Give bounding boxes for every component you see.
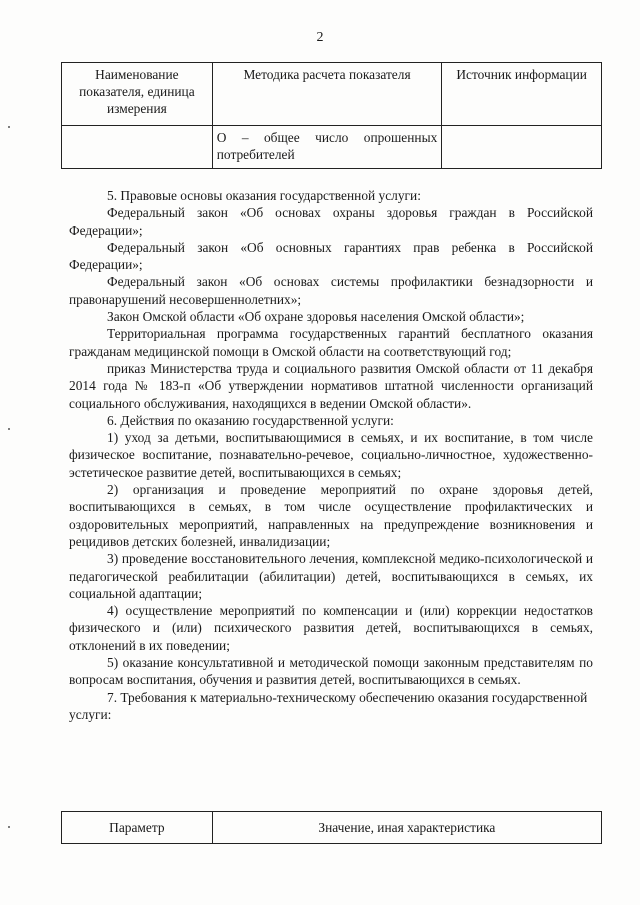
- header-info-source: Источник информации: [442, 63, 602, 126]
- scan-mark: [8, 428, 10, 430]
- paragraph: приказ Министерства труда и социального развития Омской области от 11 декабря 2014 года № 183-п «Об утверждении нормативов штатной численности организаций социального обслуживания, находящихся в ведении Омской области».: [69, 360, 593, 411]
- paragraph: Федеральный закон «Об основах системы профилактики безнадзорности и правонарушений несовершеннолетних»;: [69, 274, 593, 307]
- paragraph: Закон Омской области «Об охране здоровья населения Омской области»;: [107, 309, 525, 325]
- indicator-table: [61, 62, 602, 169]
- paragraph: 5) оказание консультативной и методической помощи законным представителям по вопросам воспитания, обучения и развития детей, воспитывающихся в семьях.: [69, 655, 593, 688]
- paragraph: 2) организация и проведение мероприятий по охране здоровья детей, воспитывающихся в семьях, в том числе осуществление профилактических и оздоровительных мероприятий, направленных на предупреждение возникновения и рецидивов детских болезней, инвалидизации;: [69, 482, 593, 549]
- paragraph: 1) уход за детьми, воспитывающимися в семьях, и их воспитание, в том числе физическое воспитание, познавательно-речевое, социально-личностное, художественно-эстетическое развитие детей, воспитывающихся в семьях;: [69, 430, 593, 480]
- requirements-table: [61, 811, 602, 844]
- header-calculation-method: Методика расчета показателя: [212, 63, 442, 126]
- paragraph: Территориальная программа государственных гарантий бесплатного оказания гражданам медицинской помощи в Омской области на соответствующий год;: [69, 326, 593, 359]
- document-body: [69, 187, 593, 723]
- table-header-row: [62, 63, 602, 126]
- paragraph-requirements-heading: 7. Требования к материально-техническому обеспечению оказания государственной услуги:: [69, 689, 588, 722]
- table-row: [62, 126, 602, 169]
- header-indicator-name: Наименование показателя, единица измерения: [62, 63, 213, 126]
- paragraph-legal-basis-heading: 5. Правовые основы оказания государственной услуги:: [107, 188, 421, 203]
- header-value: Значение, иная характеристика: [212, 812, 601, 844]
- paragraph: Федеральный закон «Об основах охраны здоровья граждан в Российской Федерации»;: [69, 205, 593, 238]
- table-cell: [442, 126, 602, 169]
- page-number: 2: [316, 30, 324, 45]
- paragraph: Федеральный закон «Об основных гарантиях прав ребенка в Российской Федерации»;: [69, 239, 593, 273]
- cell-text: О – общее число опрошенных потребителей: [216, 130, 438, 162]
- scan-mark: [8, 826, 10, 828]
- paragraph-actions-heading: 6. Действия по оказанию государственной услуги:: [107, 412, 394, 428]
- header-parameter: Параметр: [62, 812, 213, 844]
- scan-mark: [8, 126, 10, 128]
- paragraph: 4) осуществление мероприятий по компенсации и (или) коррекции недостатков физического и (или) психического развития детей, воспитывающихся в семьях, отклонений в их поведении;: [69, 603, 593, 653]
- table-header-row: [62, 812, 602, 844]
- table-cell: [212, 126, 442, 169]
- paragraph: 3) проведение восстановительного лечения, комплексной медико-психологической и педагогической реабилитации (абилитации) детей, воспитывающихся в семьях, их социальной адаптации;: [69, 551, 593, 601]
- table-cell: [62, 126, 213, 169]
